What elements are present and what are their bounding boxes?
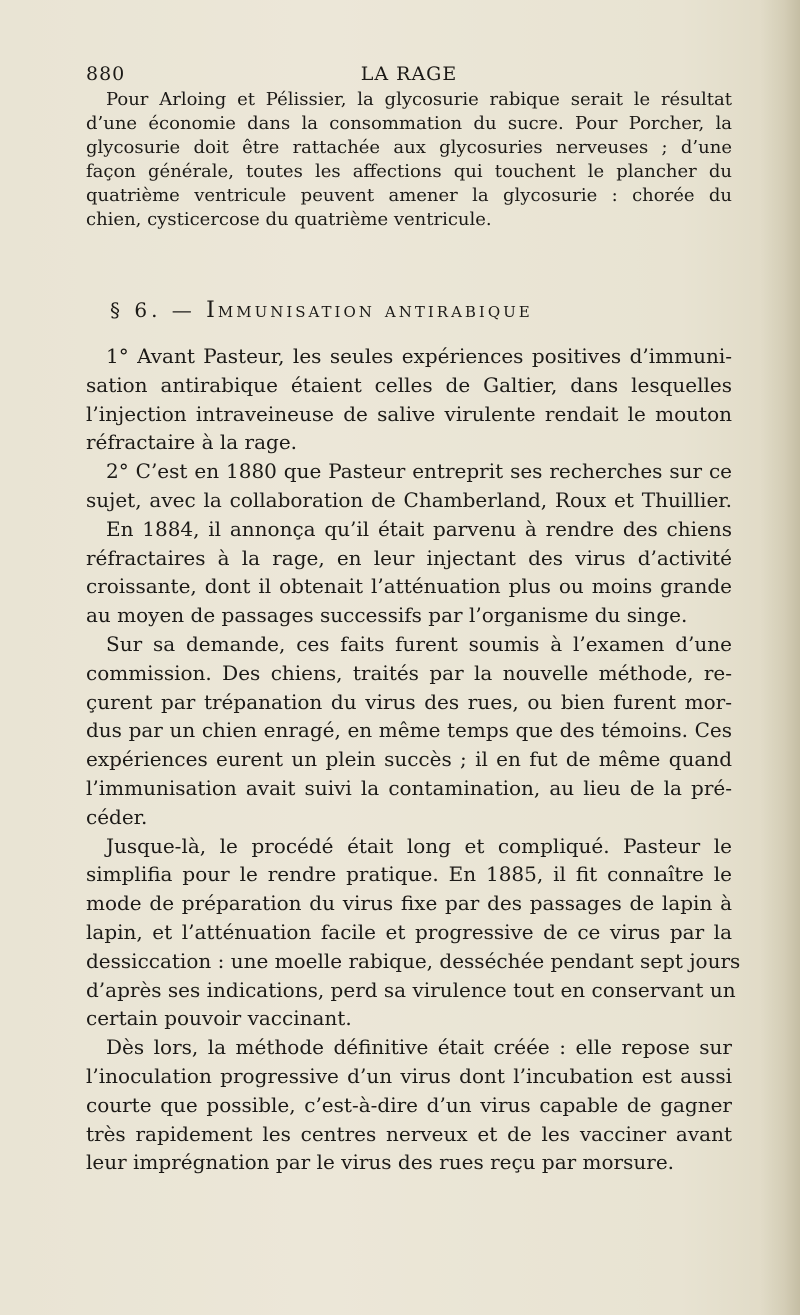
text-line: glycosurie doit être rattachée aux glycosuries nerveuses ; d’une	[86, 137, 732, 158]
text-line: certain pouvoir vaccinant.	[86, 1006, 352, 1031]
text-line: Dès lors, la méthode définitive était créée : elle repose sur	[106, 1035, 732, 1060]
text-line: 2° C’est en 1880 que Pasteur entreprit ses recherches sur ce	[106, 459, 732, 484]
text-line: l’inoculation progressive d’un virus dont l’incubation est aussi	[86, 1063, 732, 1088]
text-line: 1° Avant Pasteur, les seules expériences positives d’immuni-	[106, 344, 732, 368]
text-line: sation antirabique étaient celles de Galtier, dans lesquelles	[86, 372, 732, 397]
text-line: expériences eurent un plein succès ; il en fut de même quand	[86, 747, 732, 772]
text-line: Jusque-là, le procédé était long et compliqué. Pasteur le	[106, 833, 732, 858]
running-head: LA RAGE	[360, 63, 458, 85]
text-line: réfractaires à la rage, en leur injectant des virus d’activité	[86, 545, 732, 570]
intro-paragraph	[86, 88, 732, 232]
page-number: 880	[86, 63, 126, 85]
text-line: très rapidement les centres nerveux et de les vacciner avant	[86, 1121, 732, 1146]
text-line: Pour Arloing et Pélissier, la glycosurie rabique serait le résultat	[106, 89, 732, 110]
text-line: En 1884, il annonça qu’il était parvenu à rendre des chiens	[106, 516, 732, 541]
text-line: l’immunisation avait suivi la contamination, au lieu de la pré-	[86, 775, 732, 800]
text-line: Sur sa demande, ces faits furent soumis à l’examen d’une	[106, 631, 732, 656]
text-line: commission. Des chiens, traités par la nouvelle méthode, re-	[86, 660, 732, 685]
text-line: mode de préparation du virus fixe par des passages de lapin à	[86, 891, 732, 916]
text-line: sujet, avec la collaboration de Chamberland, Roux et Thuillier.	[86, 487, 732, 512]
text-line: dessiccation : une moelle rabique, desséchée pendant sept jours	[86, 948, 741, 973]
text-line: çurent par trépanation du virus des rues, ou bien furent mor-	[86, 689, 732, 714]
text-line: céder.	[86, 804, 148, 829]
text-line: leur imprégnation par le virus des rues reçu par morsure.	[86, 1150, 675, 1175]
text-line: croissante, dont il obtenait l’atténuation plus ou moins grande	[86, 574, 732, 599]
text-line: réfractaire à la rage.	[86, 430, 298, 455]
text-line: chien, cysticercose du quatrième ventricule.	[86, 209, 492, 230]
text-line: au moyen de passages successifs par l’organisme du singe.	[86, 603, 688, 628]
text-line: l’injection intraveineuse de salive virulente rendait le mouton	[86, 401, 732, 426]
text-line: façon générale, toutes les affections qui touchent le plancher du	[86, 161, 732, 182]
text-line: courte que possible, c’est-à-dire d’un virus capable de gagner	[86, 1092, 732, 1117]
text-line: lapin, et l’atténuation facile et progressive de ce virus par la	[86, 919, 732, 944]
text-line: d’après ses indications, perd sa virulence tout en conservant un	[86, 977, 736, 1002]
text-line: quatrième ventricule peuvent amener la glycosurie : chorée du	[86, 185, 732, 206]
section-number: § 6. —	[110, 298, 196, 322]
text-line: dus par un chien enragé, en même temps que des témoins. Ces	[86, 718, 732, 743]
text-line: simplifia pour le rendre pratique. En 1885, il fit connaître le	[86, 862, 732, 887]
section-heading	[110, 298, 690, 323]
section-title: Immunisation antirabique	[206, 298, 533, 323]
page-edge-shadow	[760, 0, 800, 1315]
text-line: d’une économie dans la consommation du sucre. Pour Porcher, la	[86, 113, 732, 134]
body-text	[86, 342, 741, 1177]
